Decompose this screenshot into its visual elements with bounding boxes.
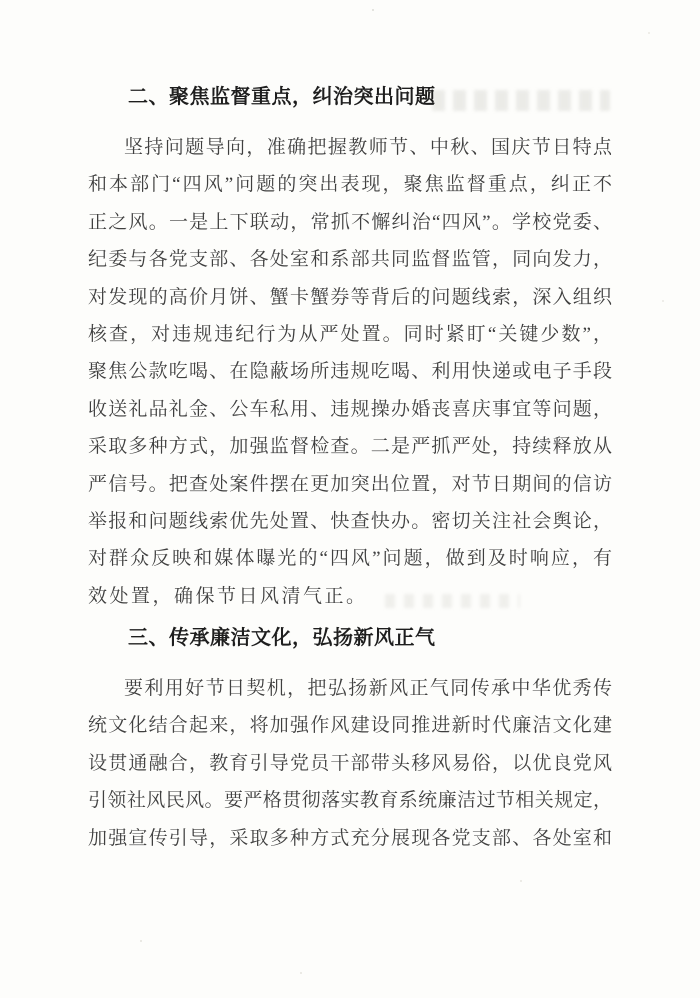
text-line: 严信号。把查处案件摆在更加突出位置，对节日期间的信访: [88, 473, 612, 495]
text-line: 对群众反映和媒体曝光的“四风”问题，做到及时响应，有: [88, 548, 612, 570]
section-heading: 三、传承廉洁文化，弘扬新风正气: [128, 627, 436, 650]
text-line: 加强宣传引导，采取多种方式充分展现各党支部、各处室和: [88, 827, 612, 849]
document-content: [88, 82, 612, 857]
scan-noise-specks: [0, 0, 2, 2]
text-line: 对发现的高价月饼、蟹卡蟹券等背后的问题线索，深入组织: [88, 286, 612, 308]
text-line: 举报和问题线索优先处置、快查快办。密切关注社会舆论，: [88, 510, 612, 532]
text-line: 纪委与各党支部、各处室和系部共同监督监管，同向发力，: [88, 249, 612, 271]
section-heading: 二、聚焦监督重点，纠治突出问题: [128, 86, 436, 108]
text-line: 效处置，确保节日风清气正。: [88, 585, 368, 607]
text-line: 设贯通融合，教育引导党员干部带头移风易俗，以优良党风: [88, 752, 612, 774]
text-line: 正之风。一是上下联动，常抓不懈纠治“四风”。学校党委、: [88, 211, 612, 233]
paragraph: [88, 129, 612, 615]
paragraph: [88, 670, 612, 857]
text-line: 聚焦公款吃喝、在隐蔽场所违规吃喝、利用快递或电子手段: [88, 361, 612, 383]
text-line: 坚持问题导向，准确把握教师节、中秋、国庆节日特点: [124, 137, 612, 158]
text-line: 统文化结合起来，将加强作风建设同推进新时代廉洁文化建: [88, 715, 612, 737]
text-line: 核查，对违规违纪行为从严处置。同时紧盯“关键少数”，: [88, 323, 612, 345]
text-line: 收送礼品礼金、公车私用、违规操办婚丧喜庆事宜等问题，: [88, 398, 612, 420]
text-line: 要利用好节日契机，把弘扬新风正气同传承中华优秀传: [124, 678, 612, 700]
text-line: 采取多种方式，加强监督检查。二是严抓严处，持续释放从: [88, 436, 612, 458]
text-line: 和本部门“四风”问题的突出表现，聚焦监督重点，纠正不: [88, 174, 612, 196]
text-line: 引领社风民风。要严格贯彻落实教育系统廉洁过节相关规定，: [88, 790, 612, 812]
